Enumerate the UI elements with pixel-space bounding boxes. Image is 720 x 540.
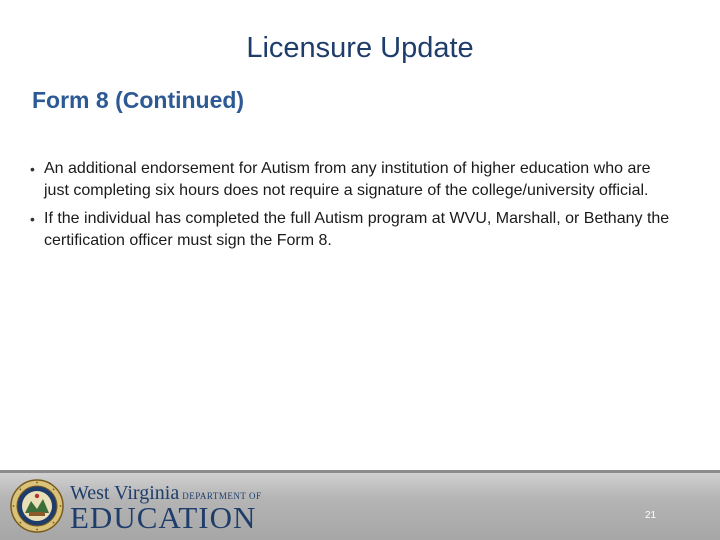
slide-subtitle: Form 8 (Continued)	[32, 87, 245, 113]
bullet-text: An additional endorsement for Autism from any institution of higher education who are just completing six hours does not require a signature of the college/university official.	[44, 160, 651, 199]
brand-state-name: West Virginia	[70, 482, 180, 504]
footer-divider	[0, 470, 720, 473]
bullet-marker: •	[30, 161, 35, 177]
department-logo	[70, 482, 270, 534]
page-number: 21	[645, 510, 657, 521]
bullet-list	[30, 158, 670, 258]
brand-education-label: EDUCATION	[70, 500, 257, 535]
bullet-item	[30, 208, 670, 252]
bullet-text: If the individual has completed the full Autism program at WVU, Marshall, or Bethany the certification officer must sign the Form 8.	[44, 210, 670, 249]
footer-band	[0, 470, 720, 540]
bullet-item	[30, 158, 670, 202]
slide-title: Licensure Update	[246, 32, 474, 64]
bullet-marker: •	[30, 211, 35, 227]
state-seal-icon	[10, 479, 64, 533]
brand-department-label: DEPARTMENT OF	[182, 491, 262, 501]
